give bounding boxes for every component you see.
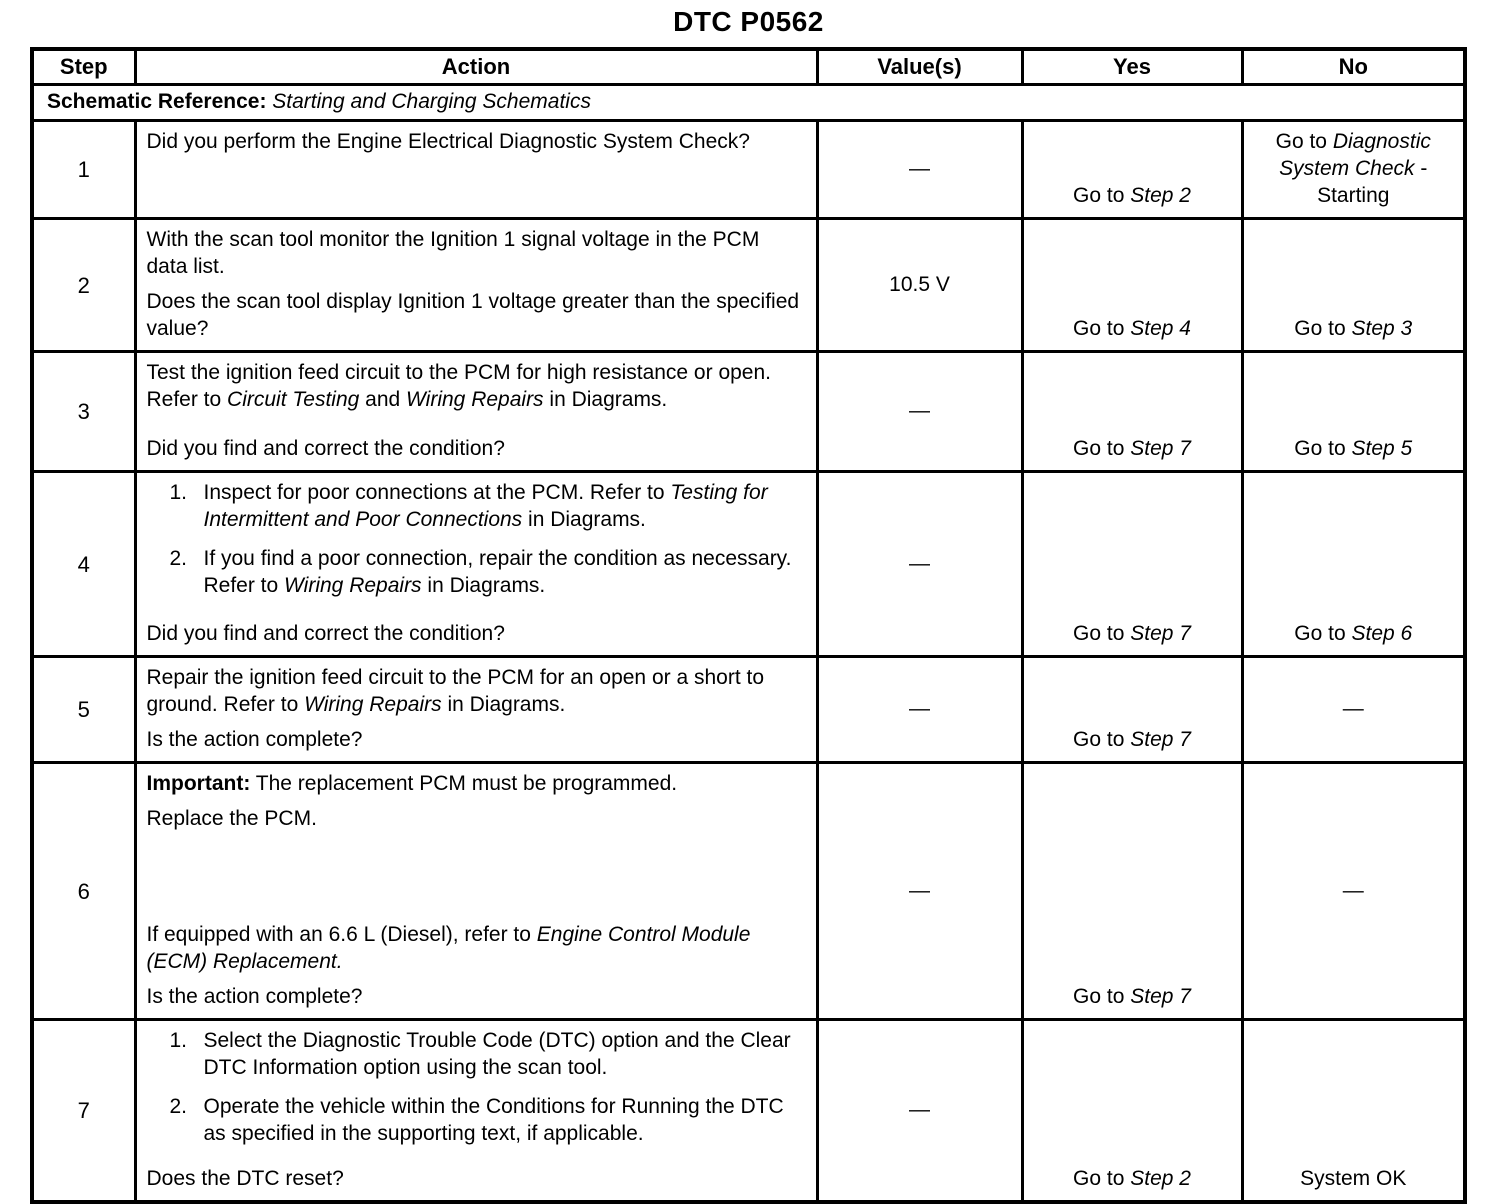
table-row-step-4 bbox=[32, 472, 1465, 657]
yes-text: Go to bbox=[1073, 1167, 1131, 1190]
yes-text: Step 4 bbox=[1130, 317, 1191, 340]
dtc-diagnostic-table bbox=[30, 47, 1467, 1204]
action-list-item bbox=[147, 1093, 804, 1147]
no-text: - Starting bbox=[1317, 157, 1428, 207]
value-text: 10.5 V bbox=[889, 272, 950, 296]
action-content bbox=[147, 128, 804, 197]
no-cell bbox=[1242, 1020, 1465, 1203]
action-text-run: If equipped with an 6.6 L (Diesel), refer to bbox=[146, 923, 537, 946]
action-paragraph bbox=[147, 921, 804, 975]
action-text-run: Did you find and correct the condition? bbox=[146, 437, 505, 460]
step-cell bbox=[32, 472, 135, 657]
page-title: DTC P0562 bbox=[673, 6, 824, 37]
yes-text: Step 2 bbox=[1130, 184, 1191, 207]
action-text-run: Repair the ignition feed circuit to the PCM for an open or a short to ground. Refer to bbox=[146, 666, 765, 716]
list-marker: 1. bbox=[169, 481, 188, 504]
action-text-run: and bbox=[359, 388, 407, 411]
schematic-reference-cell bbox=[32, 85, 1465, 121]
action-content bbox=[147, 664, 804, 753]
action-text-run: Is the action complete? bbox=[146, 728, 363, 751]
column-header-action: Action bbox=[135, 49, 817, 85]
value-text: — bbox=[909, 878, 930, 902]
action-cell bbox=[135, 657, 817, 763]
action-text-run: Test the ignition feed circuit to the PCM for high resistance or open. Refer to bbox=[146, 361, 771, 411]
no-text: System OK bbox=[1300, 1167, 1407, 1190]
value-text: — bbox=[909, 697, 930, 720]
schematic-reference-label: Schematic Reference: bbox=[47, 90, 267, 113]
value-text: — bbox=[909, 157, 930, 180]
value-text: — bbox=[909, 551, 930, 575]
value-cell bbox=[817, 763, 1022, 1020]
action-cell bbox=[135, 472, 817, 657]
table-row-step-2 bbox=[32, 219, 1465, 352]
action-text-run: Replace the PCM. bbox=[146, 807, 317, 830]
action-paragraph bbox=[147, 435, 804, 462]
value-cell bbox=[817, 472, 1022, 657]
no-text: Step 6 bbox=[1351, 622, 1413, 645]
no-text: Go to bbox=[1294, 317, 1352, 340]
action-content bbox=[147, 226, 804, 342]
yes-text: Go to bbox=[1073, 728, 1131, 751]
action-paragraph bbox=[147, 128, 804, 155]
action-content bbox=[147, 359, 804, 462]
yes-text: Go to bbox=[1073, 437, 1131, 460]
value-cell bbox=[817, 352, 1022, 472]
action-text-run: Wiring Repairs bbox=[304, 693, 442, 716]
step-cell bbox=[32, 121, 135, 219]
action-content bbox=[147, 1027, 804, 1192]
action-text-run: Circuit Testing bbox=[227, 388, 360, 411]
column-header-values: Value(s) bbox=[817, 49, 1022, 85]
no-text: Go to bbox=[1275, 130, 1333, 153]
table-row-step-3 bbox=[32, 352, 1465, 472]
no-text: — bbox=[1342, 697, 1364, 720]
action-cell bbox=[135, 1020, 817, 1203]
step-cell bbox=[32, 352, 135, 472]
column-header-yes: Yes bbox=[1022, 49, 1242, 85]
schematic-reference-row bbox=[32, 85, 1465, 121]
step-cell bbox=[32, 657, 135, 763]
step-number: 5 bbox=[77, 697, 90, 722]
yes-text: Step 2 bbox=[1130, 1167, 1191, 1190]
action-list-item bbox=[147, 1027, 804, 1081]
yes-cell bbox=[1022, 763, 1242, 1020]
step-number: 1 bbox=[77, 157, 90, 182]
yes-text: Step 7 bbox=[1130, 728, 1191, 751]
column-header-step: Step bbox=[32, 49, 135, 85]
yes-text: Step 7 bbox=[1130, 622, 1191, 645]
yes-text: Step 7 bbox=[1130, 985, 1191, 1008]
step-number: 7 bbox=[77, 1098, 90, 1123]
yes-text: Go to bbox=[1073, 184, 1131, 207]
action-text-run: Important: bbox=[146, 772, 251, 795]
action-cell bbox=[135, 352, 817, 472]
list-item-text bbox=[204, 545, 804, 599]
action-text-run: in Diagrams. bbox=[441, 693, 566, 716]
table-row-step-7 bbox=[32, 1020, 1465, 1203]
list-item-text bbox=[204, 479, 804, 533]
action-text-run: Wiring Repairs bbox=[284, 574, 422, 597]
action-text-run: Testing for Intermittent and Poor Connections bbox=[203, 481, 768, 531]
table-row-step-6 bbox=[32, 763, 1465, 1020]
no-text: Go to bbox=[1294, 437, 1352, 460]
table-body bbox=[32, 85, 1465, 1203]
action-paragraph bbox=[147, 288, 804, 342]
no-cell bbox=[1242, 219, 1465, 352]
no-cell bbox=[1242, 657, 1465, 763]
yes-cell bbox=[1022, 472, 1242, 657]
action-text-run: Inspect for poor connections at the PCM. Refer to bbox=[203, 481, 671, 504]
action-text-run: If you find a poor connection, repair the condition as necessary. Refer to bbox=[203, 547, 792, 597]
action-paragraph bbox=[147, 1165, 804, 1192]
action-content bbox=[147, 770, 804, 1010]
action-paragraph bbox=[147, 770, 804, 797]
table-row-step-1 bbox=[32, 121, 1465, 219]
yes-cell bbox=[1022, 1020, 1242, 1203]
action-text-run: Select the Diagnostic Trouble Code (DTC) option and the Clear DTC Information option using the scan tool. bbox=[203, 1029, 791, 1079]
list-item-text bbox=[204, 1093, 804, 1147]
yes-cell bbox=[1022, 657, 1242, 763]
no-text: — bbox=[1342, 878, 1364, 902]
action-text-run: Does the scan tool display Ignition 1 voltage greater than the specified value? bbox=[146, 290, 800, 340]
action-cell bbox=[135, 219, 817, 352]
step-number: 3 bbox=[77, 399, 90, 424]
value-text: — bbox=[909, 399, 930, 422]
action-cell bbox=[135, 763, 817, 1020]
action-paragraph bbox=[147, 226, 804, 280]
action-text-run: The replacement PCM must be programmed. bbox=[250, 772, 678, 795]
value-cell bbox=[817, 1020, 1022, 1203]
table-header bbox=[32, 49, 1465, 85]
no-cell bbox=[1242, 121, 1465, 219]
table-row-step-5 bbox=[32, 657, 1465, 763]
yes-text: Go to bbox=[1073, 622, 1131, 645]
step-number: 4 bbox=[77, 551, 90, 577]
no-text: Step 3 bbox=[1351, 317, 1413, 340]
step-cell bbox=[32, 1020, 135, 1203]
action-paragraph bbox=[147, 726, 804, 753]
yes-text: Go to bbox=[1073, 317, 1131, 340]
step-number: 2 bbox=[77, 272, 90, 298]
action-content bbox=[147, 479, 804, 647]
step-cell bbox=[32, 763, 135, 1020]
action-text-run: Is the action complete? bbox=[146, 985, 363, 1008]
step-number: 6 bbox=[77, 878, 90, 904]
no-text: Go to bbox=[1294, 622, 1352, 645]
no-cell bbox=[1242, 763, 1465, 1020]
list-marker: 2. bbox=[169, 1095, 188, 1118]
action-text-run: in Diagrams. bbox=[421, 574, 546, 597]
action-paragraph bbox=[147, 359, 804, 413]
action-paragraph bbox=[147, 664, 804, 718]
action-list-item bbox=[147, 479, 804, 533]
action-text-run: Did you find and correct the condition? bbox=[146, 622, 505, 645]
value-cell bbox=[817, 219, 1022, 352]
header-row bbox=[32, 49, 1465, 85]
yes-cell bbox=[1022, 219, 1242, 352]
column-header-no: No bbox=[1242, 49, 1465, 85]
list-item-text bbox=[204, 1027, 804, 1081]
no-cell bbox=[1242, 472, 1465, 657]
step-cell bbox=[32, 219, 135, 352]
yes-text: Step 7 bbox=[1130, 437, 1191, 460]
value-cell bbox=[817, 657, 1022, 763]
yes-cell bbox=[1022, 121, 1242, 219]
action-text-run: Operate the vehicle within the Conditions for Running the DTC as specified in the supporting text, if applicable. bbox=[203, 1095, 784, 1145]
action-paragraph bbox=[147, 620, 804, 647]
action-text-run: With the scan tool monitor the Ignition 1 signal voltage in the PCM data list. bbox=[146, 228, 760, 278]
action-text-run: in Diagrams. bbox=[543, 388, 668, 411]
action-paragraph bbox=[147, 983, 804, 1010]
no-text: Diagnostic System Check bbox=[1279, 130, 1431, 180]
action-text-run: Did you perform the Engine Electrical Diagnostic System Check? bbox=[146, 130, 750, 153]
list-marker: 1. bbox=[169, 1029, 188, 1052]
action-text-run: in Diagrams. bbox=[522, 508, 646, 531]
action-text-run: Engine Control Module (ECM) Replacement. bbox=[146, 923, 751, 973]
action-paragraph bbox=[147, 805, 804, 832]
no-text: Step 5 bbox=[1351, 437, 1413, 460]
action-list-item bbox=[147, 545, 804, 599]
yes-cell bbox=[1022, 352, 1242, 472]
value-text: — bbox=[909, 1098, 930, 1121]
action-text-run: Wiring Repairs bbox=[406, 388, 544, 411]
list-marker: 2. bbox=[169, 547, 188, 570]
schematic-reference-value: Starting and Charging Schematics bbox=[272, 90, 591, 113]
no-cell bbox=[1242, 352, 1465, 472]
value-cell bbox=[817, 121, 1022, 219]
action-text-run: Does the DTC reset? bbox=[146, 1167, 344, 1190]
yes-text: Go to bbox=[1073, 985, 1131, 1008]
action-cell bbox=[135, 121, 817, 219]
